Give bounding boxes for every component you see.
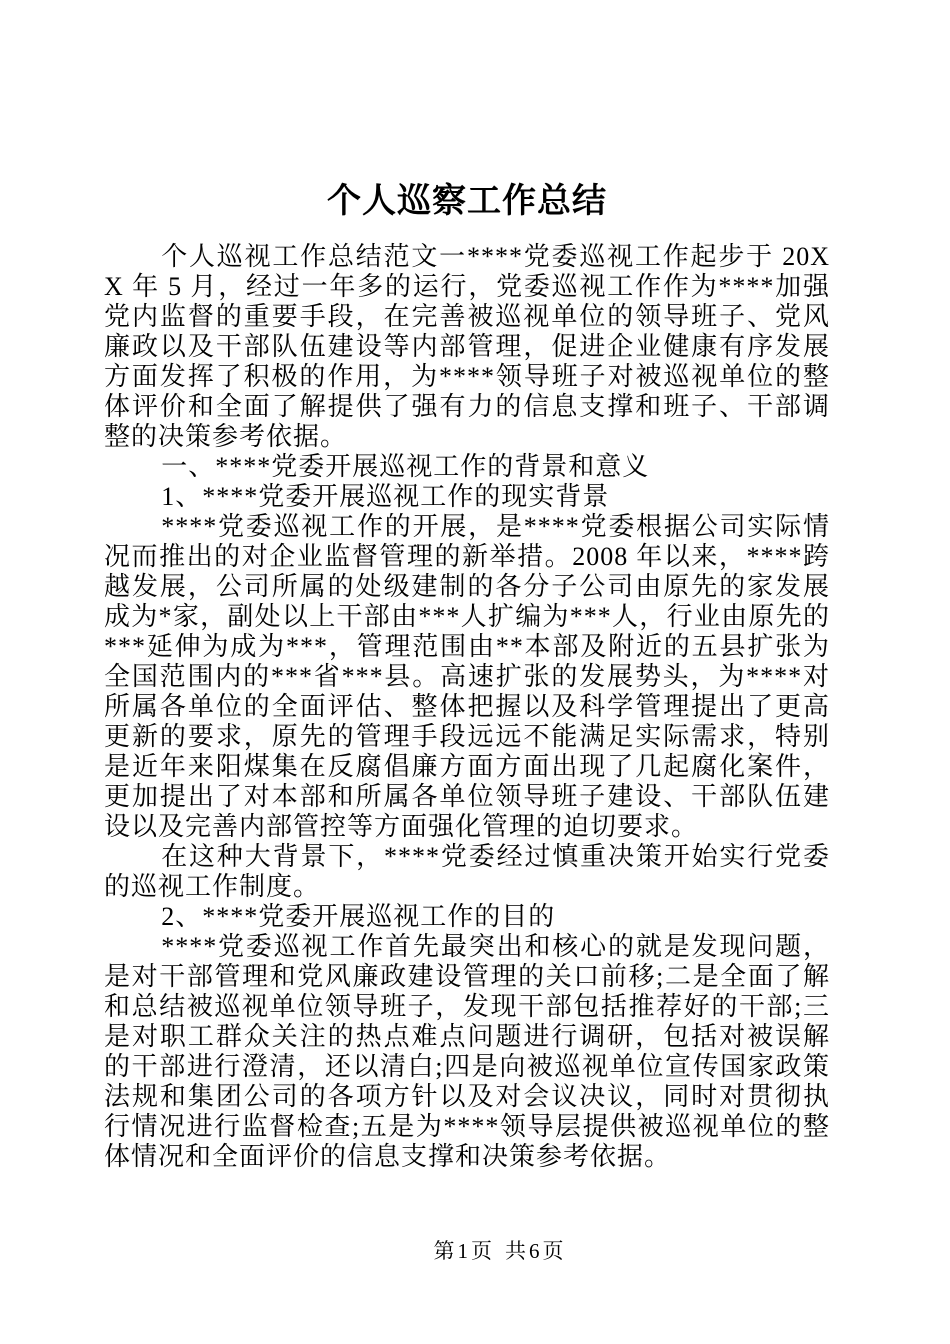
- paragraph-purpose: ****党委巡视工作首先最突出和核心的就是发现问题，是对干部管理和党风廉政建设管理的关口前移;二是全面了解和总结被巡视单位领导班子，发现干部包括推荐好的干部;三是对职工群众关注的热点难点问题进行调研，包括对被误解的干部进行澄清，还以清白;四是向被巡视单位宣传国家政策法规和集团公司的各项方针以及对会议决议，同时对贯彻执行情况进行监督检查;五是为****领导层提供被巡视单位的整体情况和全面评价的信息支撑和决策参考依据。: [104, 932, 830, 1171]
- paragraph-background: ****党委巡视工作的开展，是****党委根据公司实际情况而推出的对企业监督管理的新举措。2008 年以来，****跨越发展，公司所属的处级建制的各分子公司由原先的家发展成为*家，副处以上干部由***人扩编为***人，行业由原先的***延伸为成为***，管理范围由**本部及附近的五县扩张为全国范围内的***省***县。高速扩张的发展势头，为****对所属各单位的全面评估、整体把握以及科学管理提出了更高更新的要求，原先的管理手段远远不能满足实际需求，特别是近年来阳煤集在反腐倡廉方面方面出现了几起腐化案件，更加提出了对本部和所属各单位领导班子建设、干部队伍建设以及完善内部管控等方面强化管理的迫切要求。: [104, 512, 830, 841]
- paragraph-decision: 在这种大背景下，****党委经过慎重决策开始实行党委的巡视工作制度。: [104, 842, 830, 901]
- heading-section-one: 一、****党委开展巡视工作的背景和意义: [161, 452, 650, 481]
- page-footer-text: [434, 1238, 567, 1264]
- paragraph-intro: 个人巡视工作总结范文一****党委巡视工作起步于 20XX 年 5 月，经过一年多的运行，党委巡视工作作为****加强党内监督的重要手段，在完善被巡视单位的领导班子、党风廉政以及干部队伍建设等内部管理，促进企业健康有序发展方面发挥了积极的作用，为****领导班子对被巡视单位的整体评价和全面了解提供了强有力的信息支撑和班子、干部调整的决策参考依据。: [104, 242, 830, 451]
- heading-subsection-2: 2、****党委开展巡视工作的目的: [161, 902, 556, 931]
- page-number-label: 第1页: [433, 1239, 495, 1263]
- page-total-label: 共6页: [505, 1239, 567, 1263]
- document-body: [104, 180, 830, 1172]
- document-title: 个人巡察工作总结: [327, 183, 607, 220]
- page-footer: [0, 1238, 950, 1264]
- heading-subsection-1: 1、****党委开展巡视工作的现实背景: [161, 482, 610, 511]
